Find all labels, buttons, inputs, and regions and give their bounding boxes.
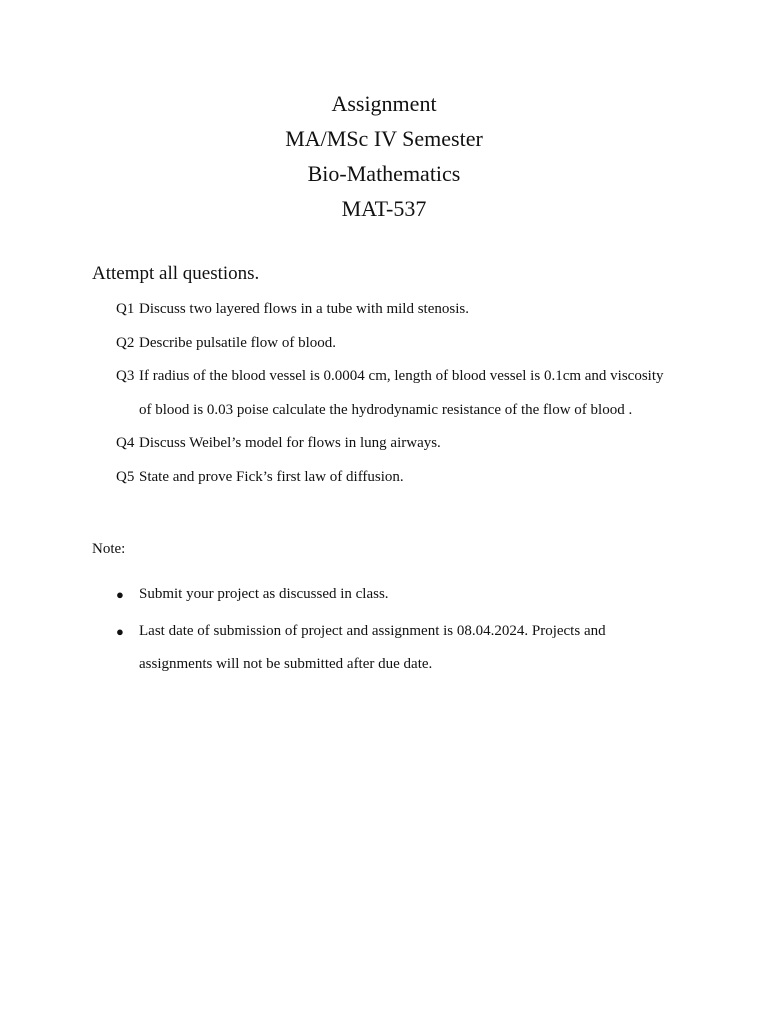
title-block — [0, 86, 768, 226]
course-code: MAT-537 — [341, 196, 427, 221]
bullet-icon: ● — [116, 623, 124, 639]
instruction-text: Attempt all questions. — [92, 263, 260, 284]
note-list — [116, 578, 656, 685]
note-item — [116, 615, 656, 682]
bullet-icon: ● — [116, 587, 124, 602]
subject-name: Bio-Mathematics — [307, 161, 461, 186]
question-number: Q5 — [116, 468, 135, 485]
note-text: Last date of submission of project and assignment is 08.04.2024. Projects and assignments will not be submitted after due date. — [139, 622, 606, 672]
question-item — [116, 293, 676, 327]
question-number: Q1 — [116, 301, 135, 317]
question-item — [116, 360, 676, 427]
note-text: Submit your project as discussed in class. — [139, 586, 389, 602]
question-number: Q4 — [116, 435, 135, 451]
question-item — [116, 427, 676, 461]
question-text: Discuss two layered flows in a tube with mild stenosis. — [139, 301, 469, 317]
note-label: Note: — [92, 541, 126, 557]
note-item — [116, 578, 656, 612]
question-item — [116, 461, 676, 495]
question-text: Discuss Weibel’s model for flows in lung airways. — [139, 435, 441, 451]
question-text: State and prove Fick’s first law of diffusion. — [139, 468, 404, 485]
question-number: Q3 — [116, 368, 135, 384]
question-text: Describe pulsatile flow of blood. — [139, 334, 337, 351]
question-text: If radius of the blood vessel is 0.0004 cm, length of blood vessel is 0.1cm and viscosity of blood is 0.03 poise calculate the hydrodynamic resistance of the flow of blood . — [139, 368, 664, 418]
document-title: Assignment — [331, 91, 437, 116]
question-list — [116, 293, 676, 494]
program-semester: MA/MSc IV Semester — [285, 126, 483, 151]
question-number: Q2 — [116, 334, 135, 351]
question-item — [116, 327, 676, 361]
